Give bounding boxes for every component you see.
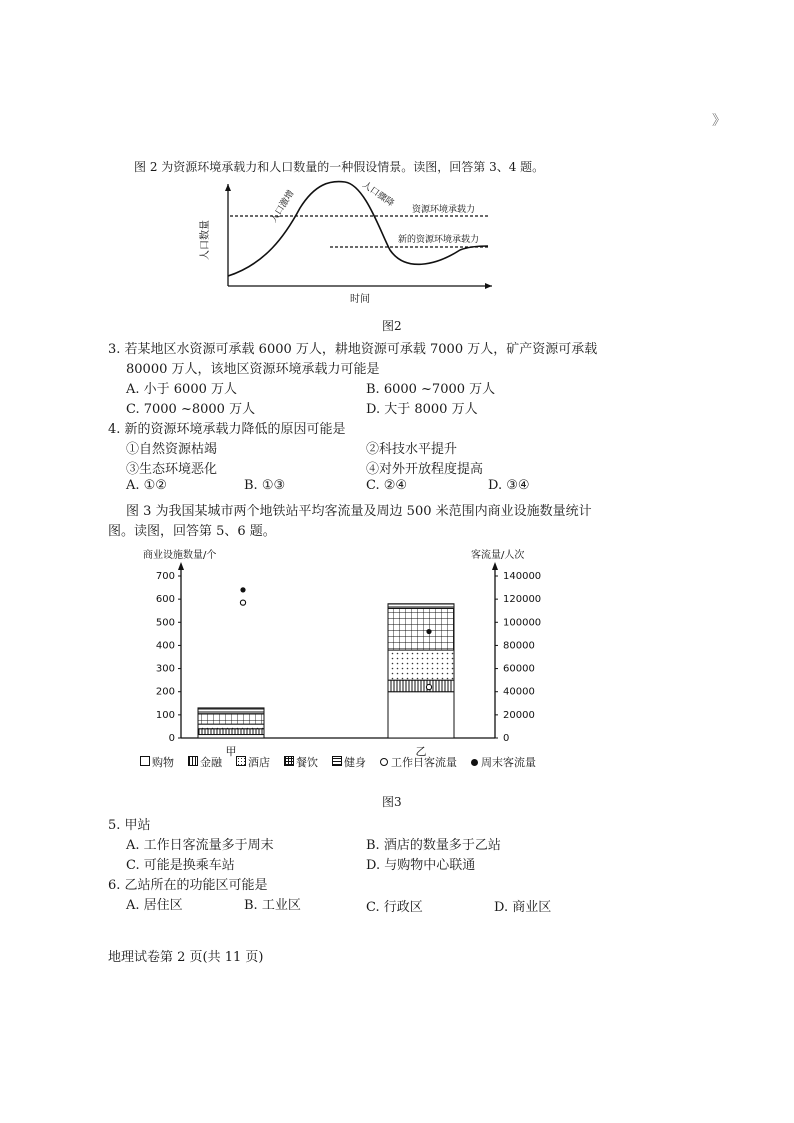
bar-dining-1 [388, 608, 454, 650]
right-tick-label: 20000 [503, 709, 535, 721]
q5-stem: 5. 甲站 [108, 818, 151, 833]
chart-right-arrow [492, 562, 498, 570]
right-tick-label: 100000 [503, 617, 542, 629]
legend-finance: 金融 [188, 754, 222, 770]
fig3-chart [135, 546, 605, 776]
q4-option-a: A. ①② [126, 478, 167, 493]
left-tick-label: 100 [155, 709, 175, 721]
legend-shopping-swatch [140, 756, 150, 766]
q3-option-d: D. 大于 8000 万人 [366, 402, 478, 417]
population-curve [228, 182, 488, 276]
q4-statement-2: ②科技水平提升 [366, 442, 458, 457]
bar-shopping-0 [198, 735, 264, 738]
bar-finance-1 [388, 680, 454, 692]
q4-statement-3: ③生态环境恶化 [126, 462, 218, 477]
q4-option-d: D. ③④ [488, 478, 530, 493]
q5-option-d: D. 与购物中心联通 [366, 858, 476, 873]
corner-mark: 》 [712, 113, 726, 129]
label-decline: 人口骤降 [360, 180, 396, 210]
fig2-intro: 图 2 为资源环境承载力和人口数量的一种假设情景。读图，回答第 3、4 题。 [134, 160, 545, 174]
q4-option-b: B. ①③ [244, 478, 286, 493]
q5-option-b: B. 酒店的数量多于乙站 [366, 838, 501, 853]
line2-label: 新的资源环境承载力 [398, 235, 480, 245]
bar-dining-0 [198, 714, 264, 724]
q3-stem-2: 80000 万人，该地区资源环境承载力可能是 [126, 362, 380, 377]
bar-fitness-0 [198, 708, 264, 714]
q4-stem: 4. 新的资源环境承载力降低的原因可能是 [108, 422, 346, 437]
bar-shopping-1 [388, 692, 454, 738]
q6-option-a: A. 居住区 [126, 898, 183, 913]
legend-shopping: 购物 [140, 754, 174, 770]
left-tick-label: 200 [155, 686, 175, 698]
weekday-flow-marker-0 [240, 600, 245, 605]
q3-option-b: B. 6000 ~7000 万人 [366, 382, 496, 397]
legend-weekend-marker [471, 759, 478, 766]
legend-weekend: 周末客流量 [471, 754, 536, 770]
legend-weekday: 工作日客流量 [380, 754, 457, 770]
chart-ylabel-right: 客流量/人次 [471, 550, 525, 561]
right-tick-label: 40000 [503, 686, 535, 698]
q6-option-d: D. 商业区 [494, 900, 552, 915]
q3-option-c: C. 7000 ~8000 万人 [126, 402, 256, 417]
q3-stem-1: 3. 若某地区水资源可承载 6000 万人，耕地资源可承载 7000 万人，矿产资源可承载 [108, 342, 598, 357]
q4-option-c: C. ②④ [366, 478, 408, 493]
fig2-caption: 图2 [382, 319, 402, 333]
right-tick-label: 0 [503, 733, 510, 744]
q5-option-a: A. 工作日客流量多于周末 [126, 838, 274, 853]
left-tick-label: 700 [155, 571, 175, 582]
line1-label: 资源环境承载力 [412, 205, 476, 215]
bar-hotel-1 [388, 650, 454, 680]
fig2-ylabel: 人口数量 [200, 220, 211, 260]
fig3-intro-2: 图。读图，回答第 5、6 题。 [108, 524, 276, 539]
weekend-flow-marker-0 [240, 587, 245, 592]
legend-hotel-swatch [236, 756, 246, 766]
weekend-flow-marker-1 [426, 629, 431, 634]
left-tick-label: 400 [155, 640, 175, 652]
fig3-caption: 图3 [382, 795, 402, 809]
fig2-x-arrow [485, 283, 492, 289]
q4-statement-1: ①自然资源枯竭 [126, 442, 218, 457]
legend-finance-swatch [188, 756, 198, 766]
right-tick-label: 80000 [503, 640, 535, 652]
chart-legend [140, 754, 536, 770]
bar-finance-0 [198, 729, 264, 735]
right-tick-label: 140000 [503, 571, 542, 582]
chart-ylabel-left: 商业设施数量/个 [143, 550, 217, 561]
q5-option-c: C. 可能是换乘车站 [126, 858, 235, 873]
legend-fitness: 健身 [332, 754, 366, 770]
right-tick-label: 120000 [503, 594, 542, 606]
left-tick-label: 500 [155, 617, 175, 629]
q6-stem: 6. 乙站所在的功能区可能是 [108, 878, 268, 893]
q4-statement-4: ④对外开放程度提高 [366, 462, 484, 477]
weekday-flow-marker-1 [426, 684, 431, 689]
left-tick-label: 0 [168, 733, 175, 744]
category-label-jia: 甲 [225, 745, 237, 758]
fig3-intro-1: 图 3 为我国某城市两个地铁站平均客流量及周边 500 米范围内商业设施数量统计 [126, 504, 592, 519]
chart-left-arrow [178, 562, 184, 570]
category-label-yi: 乙 [415, 745, 427, 758]
label-growth: 人口激增 [269, 188, 297, 225]
fig2-y-arrow [225, 184, 231, 191]
fig2-diagram [190, 176, 510, 308]
page-footer: 地理试卷第 2 页(共 11 页) [108, 950, 264, 965]
left-tick-label: 300 [155, 663, 175, 675]
q3-option-a: A. 小于 6000 万人 [126, 382, 238, 397]
legend-weekday-marker [380, 758, 388, 766]
right-tick-label: 60000 [503, 663, 535, 675]
legend-dining-swatch [284, 756, 294, 766]
legend-fitness-swatch [332, 756, 342, 766]
bar-hotel-0 [198, 724, 264, 729]
legend-dining: 餐饮 [284, 754, 318, 770]
fig2-xlabel: 时间 [350, 294, 370, 305]
q6-option-b: B. 工业区 [244, 898, 301, 913]
q6-option-c: C. 行政区 [366, 900, 423, 915]
legend-hotel: 酒店 [236, 754, 270, 770]
bar-fitness-1 [388, 604, 454, 609]
left-tick-label: 600 [155, 594, 175, 606]
